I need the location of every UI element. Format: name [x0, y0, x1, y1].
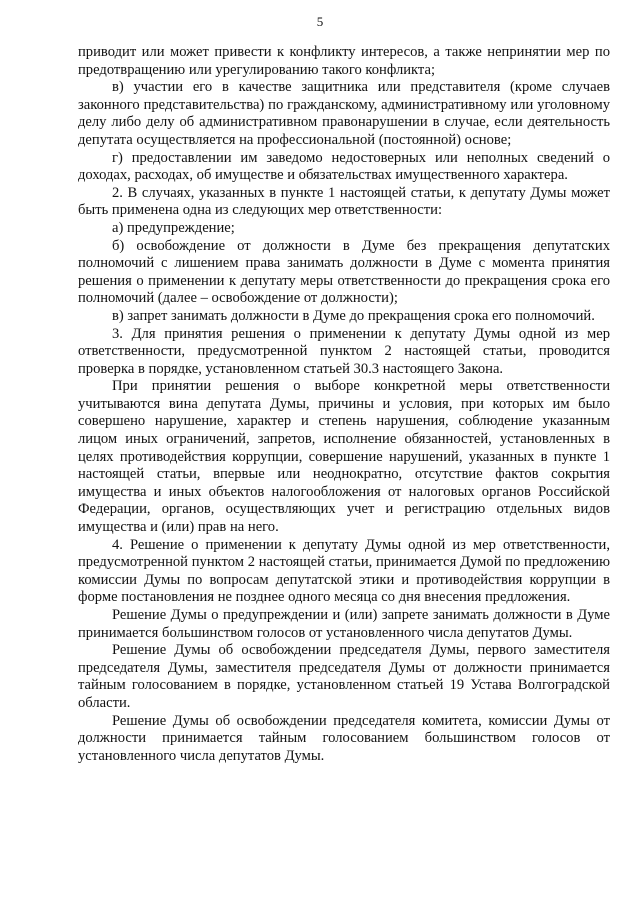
paragraph-item-v: в) участии его в качестве защитника или представителя (кроме случаев законного представительства) по гражданскому, административному или уголовному делу либо делу об административном правонарушении в случае, если деятельность депутата осуществляется на профессиональной (постоянной) основе;: [78, 79, 610, 148]
paragraph-section-2: 2. В случаях, указанных в пункте 1 настоящей статьи, к депутату Думы может быть применена одна из следующих мер ответственности:: [78, 184, 610, 219]
paragraph-item-g: г) предоставлении им заведомо недостоверных или неполных сведений о доходах, расходах, об имуществе и обязательствах имущественного характера.: [78, 149, 610, 184]
paragraph-section-4: 4. Решение о применении к депутату Думы одной из мер ответственности, предусмотренной пунктом 2 настоящей статьи, принимается Думой по предложению комиссии Думы по вопросам депутатской этики и противодействия коррупции в форме постановления не позднее одного месяца со дня внесения предложения.: [78, 536, 610, 606]
paragraph-section-3-detail: При принятии решения о выборе конкретной меры ответственности учитываются вина депутата Думы, причины и условия, при которых им было совершено нарушение, характер и степень нарушения, соблюдение указанным лицом иных ограничений, запретов, исполнение обязанностей, установленных в целях противодействия коррупции, совершение нарушений, указанных в пункте 1 настоящей статьи, впервые или неоднократно, отсутствие фактов сокрытия имущества и иных объектов налогообложения от налоговых органов Российской Федерации, органов, осуществляющих учет и регистрацию отдельных видов имущества и (или) прав на него.: [78, 378, 610, 536]
paragraph-measure-v: в) запрет занимать должности в Думе до прекращения срока его полномочий.: [112, 307, 595, 324]
paragraph-decision-chairman: Решение Думы об освобождении председателя Думы, первого заместителя председателя Думы, заместителя председателя Думы от должности принимается тайным голосованием в порядке, установленном статьей 19 Устава Волгоградской области.: [78, 642, 610, 711]
paragraph-decision-committee: Решение Думы об освобождении председателя комитета, комиссии Думы от должности принимается тайным голосованием большинством голосов от установленного числа депутатов Думы.: [78, 712, 610, 764]
page-number: 5: [316, 14, 324, 29]
paragraph-measure-b: б) освобождение от должности в Думе без прекращения депутатских полномочий с лишением права занимать должности в Думе с момента принятия решения о применении к депутату меры ответственности до прекращения срока его полномочий (далее – освобождение от должности);: [78, 237, 610, 307]
paragraph-measure-a: а) предупреждение;: [112, 219, 235, 236]
paragraph-continuation: приводит или может привести к конфликту интересов, а также непринятии мер по предотвращению или урегулированию такого конфликта;: [78, 44, 610, 78]
document-body: [78, 44, 610, 765]
paragraph-section-3: 3. Для принятия решения о применении к депутату Думы одной из мер ответственности, предусмотренной пунктом 2 настоящей статьи, проводится проверка в порядке, установленном статьей 30.3 настоящего Закона.: [78, 325, 610, 377]
paragraph-decision-warning: Решение Думы о предупреждении и (или) запрете занимать должности в Думе принимается большинством голосов от установленного числа депутатов Думы.: [78, 607, 610, 641]
